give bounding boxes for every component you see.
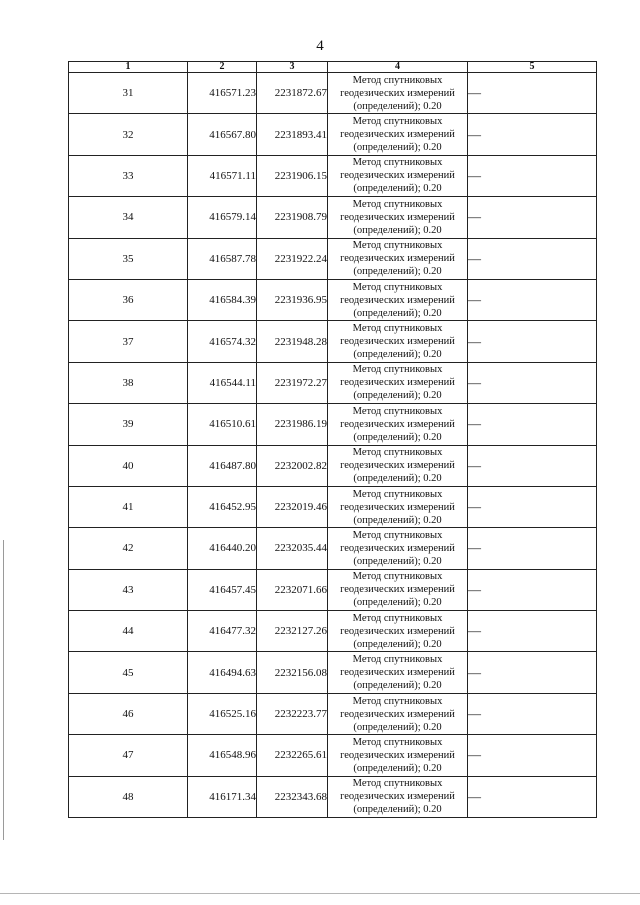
method-line-2: геодезических измерений xyxy=(340,211,455,223)
point-number-cell: 41 xyxy=(69,486,188,527)
table-row xyxy=(69,404,597,445)
point-number-cell: 40 xyxy=(69,445,188,486)
table-row xyxy=(69,611,597,652)
method-line-3: (определений); 0.20 xyxy=(353,266,442,278)
scan-bottom-line xyxy=(0,893,640,894)
description-cell: — xyxy=(468,197,597,238)
point-number-cell: 48 xyxy=(69,776,188,817)
method-line-2: геодезических измерений xyxy=(340,253,455,265)
table-row xyxy=(69,155,597,196)
point-number-cell: 38 xyxy=(69,362,188,403)
description-cell: — xyxy=(468,486,597,527)
point-number-cell: 43 xyxy=(69,569,188,610)
x-coordinate-cell: 416457.45 xyxy=(188,569,257,610)
description-cell: — xyxy=(468,404,597,445)
description-cell: — xyxy=(468,279,597,320)
y-coordinate-cell: 2232156.08 xyxy=(257,652,328,693)
method-line-3: (определений); 0.20 xyxy=(353,514,442,526)
method-line-3: (определений); 0.20 xyxy=(353,597,442,609)
method-line-3: (определений); 0.20 xyxy=(353,142,442,154)
point-number-cell: 44 xyxy=(69,611,188,652)
table-row xyxy=(69,652,597,693)
method-cell xyxy=(328,528,468,569)
x-coordinate-cell: 416171.34 xyxy=(188,776,257,817)
x-coordinate-cell: 416440.20 xyxy=(188,528,257,569)
table-row xyxy=(69,569,597,610)
table-row xyxy=(69,445,597,486)
x-coordinate-cell: 416510.61 xyxy=(188,404,257,445)
x-coordinate-cell: 416579.14 xyxy=(188,197,257,238)
description-cell: — xyxy=(468,155,597,196)
y-coordinate-cell: 2232127.26 xyxy=(257,611,328,652)
point-number-cell: 37 xyxy=(69,321,188,362)
y-coordinate-cell: 2232019.46 xyxy=(257,486,328,527)
method-cell xyxy=(328,321,468,362)
column-header-4: 4 xyxy=(328,62,468,73)
y-coordinate-cell: 2232002.82 xyxy=(257,445,328,486)
x-coordinate-cell: 416452.95 xyxy=(188,486,257,527)
x-coordinate-cell: 416567.80 xyxy=(188,114,257,155)
point-number-cell: 36 xyxy=(69,279,188,320)
method-line-1: Метод спутниковых xyxy=(352,405,443,417)
method-cell xyxy=(328,611,468,652)
table-header-row xyxy=(69,62,597,73)
method-line-3: (определений); 0.20 xyxy=(353,555,442,567)
method-line-2: геодезических измерений xyxy=(340,170,455,182)
point-number-cell: 46 xyxy=(69,693,188,734)
method-line-2: геодезических измерений xyxy=(340,667,455,679)
y-coordinate-cell: 2231936.95 xyxy=(257,279,328,320)
point-number-cell: 31 xyxy=(69,73,188,114)
y-coordinate-cell: 2232223.77 xyxy=(257,693,328,734)
method-cell xyxy=(328,404,468,445)
method-cell xyxy=(328,155,468,196)
column-header-2: 2 xyxy=(188,62,257,73)
method-cell xyxy=(328,776,468,817)
point-number-cell: 39 xyxy=(69,404,188,445)
method-cell xyxy=(328,652,468,693)
table-row xyxy=(69,73,597,114)
method-line-1: Метод спутниковых xyxy=(352,612,443,624)
column-header-3: 3 xyxy=(257,62,328,73)
x-coordinate-cell: 416548.96 xyxy=(188,735,257,776)
method-line-1: Метод спутниковых xyxy=(352,695,443,707)
description-cell: — xyxy=(468,238,597,279)
method-line-1: Метод спутниковых xyxy=(352,116,443,128)
table-row xyxy=(69,735,597,776)
description-cell: — xyxy=(468,321,597,362)
x-coordinate-cell: 416571.11 xyxy=(188,155,257,196)
method-line-1: Метод спутниковых xyxy=(352,74,443,86)
description-cell: — xyxy=(468,362,597,403)
coordinates-table xyxy=(68,61,597,818)
method-line-2: геодезических измерений xyxy=(340,625,455,637)
method-line-1: Метод спутниковых xyxy=(352,198,443,210)
description-cell: — xyxy=(468,611,597,652)
description-cell: — xyxy=(468,652,597,693)
method-line-2: геодезических измерений xyxy=(340,708,455,720)
method-cell xyxy=(328,362,468,403)
x-coordinate-cell: 416477.32 xyxy=(188,611,257,652)
y-coordinate-cell: 2231872.67 xyxy=(257,73,328,114)
description-cell: — xyxy=(468,445,597,486)
x-coordinate-cell: 416571.23 xyxy=(188,73,257,114)
method-cell xyxy=(328,445,468,486)
method-cell xyxy=(328,73,468,114)
x-coordinate-cell: 416525.16 xyxy=(188,693,257,734)
y-coordinate-cell: 2231908.79 xyxy=(257,197,328,238)
method-line-2: геодезических измерений xyxy=(340,749,455,761)
method-cell xyxy=(328,486,468,527)
method-line-1: Метод спутниковых xyxy=(352,157,443,169)
scan-edge-mark xyxy=(3,540,4,840)
description-cell: — xyxy=(468,114,597,155)
y-coordinate-cell: 2231986.19 xyxy=(257,404,328,445)
method-cell xyxy=(328,735,468,776)
column-header-5: 5 xyxy=(468,62,597,73)
method-line-3: (определений); 0.20 xyxy=(353,100,442,112)
method-cell xyxy=(328,569,468,610)
method-cell xyxy=(328,693,468,734)
method-line-3: (определений); 0.20 xyxy=(353,431,442,443)
method-line-3: (определений); 0.20 xyxy=(353,721,442,733)
table-row xyxy=(69,114,597,155)
method-line-2: геодезических измерений xyxy=(340,377,455,389)
method-line-1: Метод спутниковых xyxy=(352,364,443,376)
y-coordinate-cell: 2232265.61 xyxy=(257,735,328,776)
point-number-cell: 32 xyxy=(69,114,188,155)
x-coordinate-cell: 416574.32 xyxy=(188,321,257,362)
method-line-3: (определений); 0.20 xyxy=(353,638,442,650)
table-row xyxy=(69,238,597,279)
method-line-2: геодезических измерений xyxy=(340,418,455,430)
table-row xyxy=(69,321,597,362)
table-row xyxy=(69,528,597,569)
x-coordinate-cell: 416587.78 xyxy=(188,238,257,279)
method-cell xyxy=(328,197,468,238)
description-cell: — xyxy=(468,569,597,610)
description-cell: — xyxy=(468,73,597,114)
method-line-3: (определений); 0.20 xyxy=(353,307,442,319)
table-body xyxy=(69,73,597,818)
method-line-1: Метод спутниковых xyxy=(352,240,443,252)
y-coordinate-cell: 2231922.24 xyxy=(257,238,328,279)
x-coordinate-cell: 416494.63 xyxy=(188,652,257,693)
point-number-cell: 33 xyxy=(69,155,188,196)
method-line-1: Метод спутниковых xyxy=(352,529,443,541)
y-coordinate-cell: 2232035.44 xyxy=(257,528,328,569)
method-line-3: (определений); 0.20 xyxy=(353,224,442,236)
description-cell: — xyxy=(468,776,597,817)
method-line-3: (определений); 0.20 xyxy=(353,390,442,402)
method-line-2: геодезических измерений xyxy=(340,501,455,513)
method-cell xyxy=(328,114,468,155)
method-line-3: (определений); 0.20 xyxy=(353,183,442,195)
description-cell: — xyxy=(468,735,597,776)
method-line-1: Метод спутниковых xyxy=(352,323,443,335)
method-line-3: (определений); 0.20 xyxy=(353,762,442,774)
point-number-cell: 34 xyxy=(69,197,188,238)
y-coordinate-cell: 2231893.41 xyxy=(257,114,328,155)
method-line-2: геодезических измерений xyxy=(340,584,455,596)
x-coordinate-cell: 416487.80 xyxy=(188,445,257,486)
method-line-1: Метод спутниковых xyxy=(352,736,443,748)
y-coordinate-cell: 2232071.66 xyxy=(257,569,328,610)
method-line-1: Метод спутниковых xyxy=(352,488,443,500)
table-row xyxy=(69,197,597,238)
x-coordinate-cell: 416584.39 xyxy=(188,279,257,320)
method-line-3: (определений); 0.20 xyxy=(353,473,442,485)
page-number: 4 xyxy=(316,38,324,54)
y-coordinate-cell: 2231972.27 xyxy=(257,362,328,403)
y-coordinate-cell: 2231948.28 xyxy=(257,321,328,362)
column-header-1: 1 xyxy=(69,62,188,73)
point-number-cell: 35 xyxy=(69,238,188,279)
table-row xyxy=(69,776,597,817)
method-line-1: Метод спутниковых xyxy=(352,778,443,790)
description-cell: — xyxy=(468,528,597,569)
point-number-cell: 45 xyxy=(69,652,188,693)
method-line-1: Метод спутниковых xyxy=(352,654,443,666)
method-line-2: геодезических измерений xyxy=(340,542,455,554)
method-line-2: геодезических измерений xyxy=(340,336,455,348)
table-row xyxy=(69,486,597,527)
method-cell xyxy=(328,279,468,320)
method-line-1: Метод спутниковых xyxy=(352,447,443,459)
point-number-cell: 42 xyxy=(69,528,188,569)
method-line-2: геодезических измерений xyxy=(340,87,455,99)
table-row xyxy=(69,693,597,734)
method-cell xyxy=(328,238,468,279)
method-line-2: геодезических измерений xyxy=(340,129,455,141)
method-line-3: (определений); 0.20 xyxy=(353,804,442,816)
method-line-3: (определений); 0.20 xyxy=(353,680,442,692)
x-coordinate-cell: 416544.11 xyxy=(188,362,257,403)
y-coordinate-cell: 2231906.15 xyxy=(257,155,328,196)
method-line-3: (определений); 0.20 xyxy=(353,349,442,361)
table-row xyxy=(69,362,597,403)
description-cell: — xyxy=(468,693,597,734)
table-row xyxy=(69,279,597,320)
y-coordinate-cell: 2232343.68 xyxy=(257,776,328,817)
method-line-2: геодезических измерений xyxy=(340,460,455,472)
method-line-1: Метод спутниковых xyxy=(352,571,443,583)
method-line-2: геодезических измерений xyxy=(340,791,455,803)
point-number-cell: 47 xyxy=(69,735,188,776)
method-line-1: Метод спутниковых xyxy=(352,281,443,293)
method-line-2: геодезических измерений xyxy=(340,294,455,306)
